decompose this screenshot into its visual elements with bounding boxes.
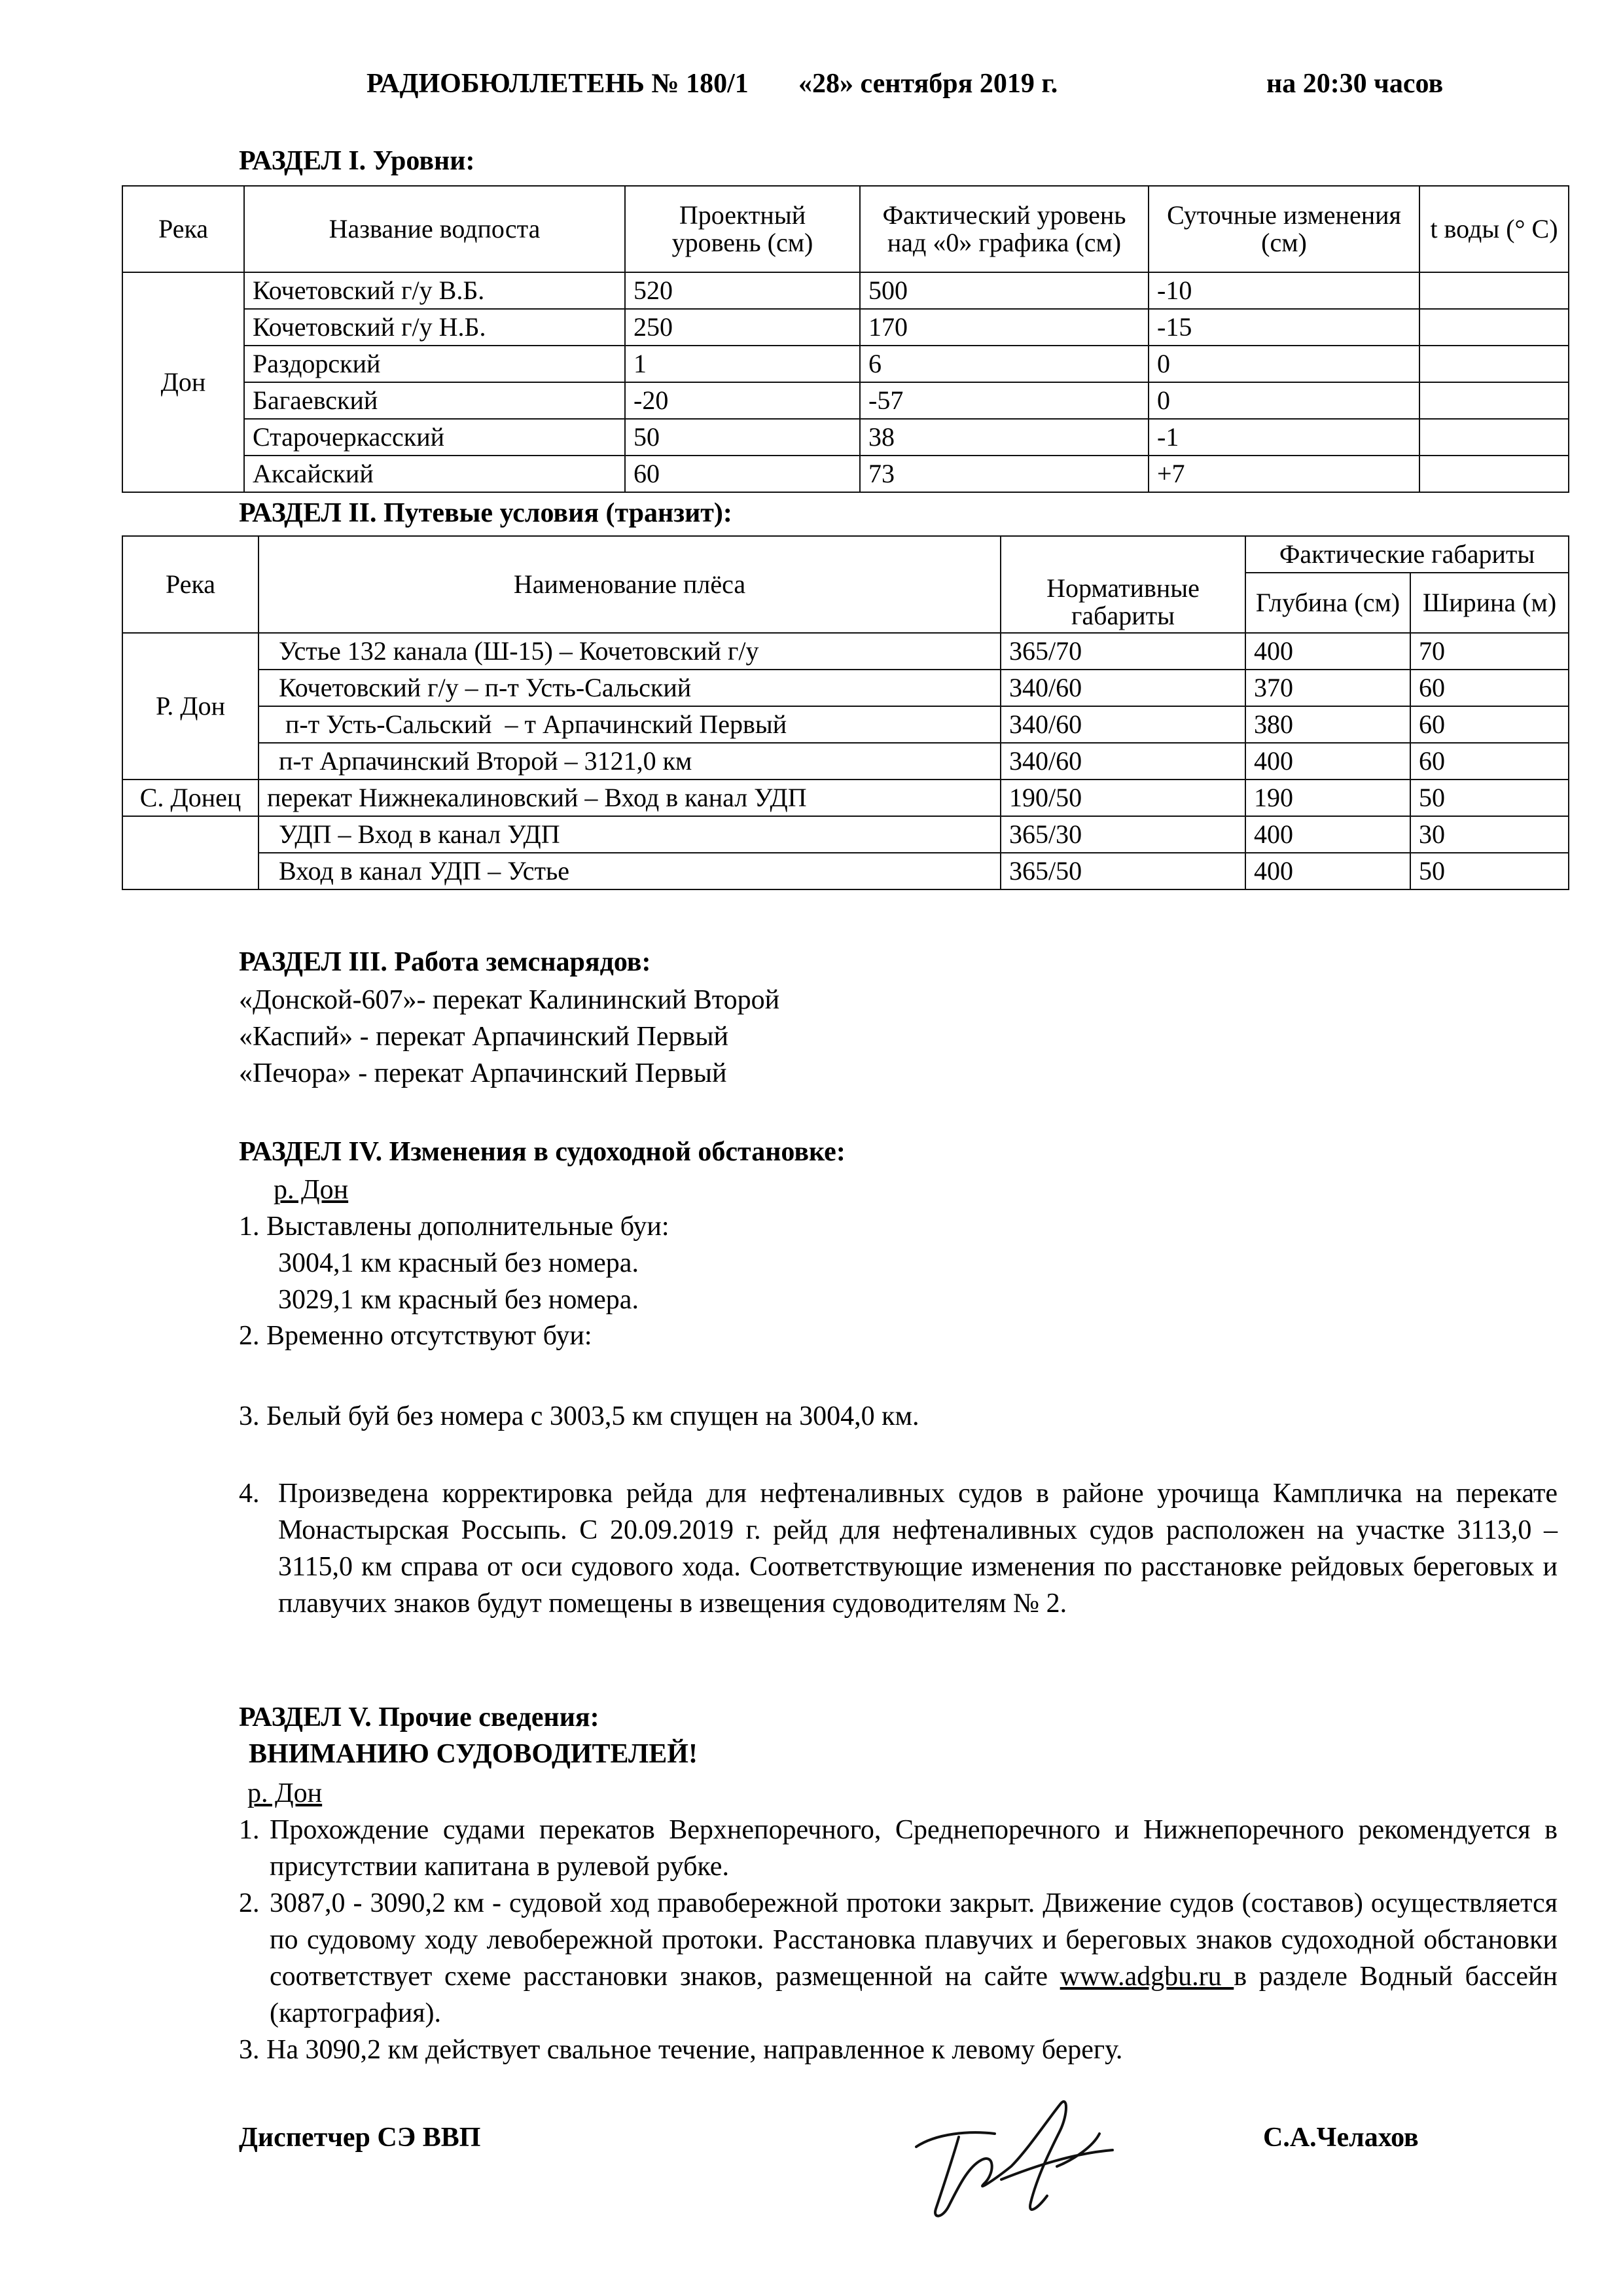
levels-header-row [122,186,1569,272]
col-river: Река [122,536,259,633]
bulletin-title: РАДИОБЮЛЛЕТЕНЬ № 180/1 [366,69,749,99]
design-cell: 60 [625,456,860,492]
normative-cell: 365/30 [1001,816,1245,853]
river-cell: Р. Дон [122,633,259,780]
section5-title: РАЗДЕЛ V. Прочие сведения: [239,1702,599,1732]
section5-river: р. Дон [247,1778,323,1808]
table-row [122,780,1569,816]
table-row [122,816,1569,853]
section4-item3: 3. Белый буй без номера с 3003,5 км спущен на 3004,0 км. [239,1401,919,1431]
width-cell: 70 [1410,633,1569,670]
normative-cell: 365/70 [1001,633,1245,670]
dredger-list [239,982,779,1092]
levels-table [122,185,1569,493]
depth-cell: 400 [1245,633,1410,670]
actual-cell: 73 [860,456,1149,492]
table-row [122,706,1569,743]
signature-image [897,2068,1171,2238]
section2-title: РАЗДЕЛ II. Путевые условия (транзит): [239,498,732,528]
bulletin-date: «28» сентября 2019 г. [798,69,1058,99]
transit-header-row [122,536,1569,573]
normative-cell: 365/50 [1001,853,1245,889]
actual-cell: 170 [860,309,1149,346]
table-row [122,456,1569,492]
section4-river: р. Дон [274,1175,349,1205]
design-cell: -20 [625,382,860,419]
reach-cell: Вход в канал УДП – Устье [259,853,1001,889]
col-actual-group: Фактические габариты [1245,536,1569,573]
table-row [122,309,1569,346]
transit-table [122,535,1569,890]
col-reach-name: Наименование плёса [259,536,1001,633]
section4-title: РАЗДЕЛ IV. Изменения в судоходной обстановке: [239,1137,846,1167]
section4-item4-number: 4. [239,1479,260,1509]
width-cell: 60 [1410,670,1569,706]
depth-cell: 190 [1245,780,1410,816]
change-cell: -15 [1149,309,1419,346]
normative-cell: 340/60 [1001,706,1245,743]
temp-cell [1419,346,1569,382]
width-cell: 50 [1410,780,1569,816]
col-design-level: Проектный уровень (см) [625,186,860,272]
change-cell: -1 [1149,419,1419,456]
post-cell: Старочеркасский [244,419,625,456]
col-river: Река [122,186,244,272]
width-cell: 60 [1410,706,1569,743]
river-cell: Дон [122,272,244,492]
depth-cell: 400 [1245,853,1410,889]
actual-cell: 38 [860,419,1149,456]
design-cell: 520 [625,272,860,309]
section5-item2-number: 2. [239,1888,260,1918]
design-cell: 1 [625,346,860,382]
width-cell: 30 [1410,816,1569,853]
list-item: 3004,1 км красный без номера. [278,1248,639,1278]
attention-heading: ВНИМАНИЮ СУДОВОДИТЕЛЕЙ! [249,1739,698,1769]
change-cell: 0 [1149,382,1419,419]
depth-cell: 370 [1245,670,1410,706]
actual-cell: 6 [860,346,1149,382]
reach-cell: перекат Нижнекалиновский – Вход в канал УДП [259,780,1001,816]
dispatcher-name: С.А.Челахов [1263,2123,1419,2153]
col-actual-level: Фактический уровень над «0» графика (см) [860,186,1149,272]
table-row [122,670,1569,706]
temp-cell [1419,419,1569,456]
normative-cell: 340/60 [1001,670,1245,706]
col-daily-change: Суточные изменения (см) [1149,186,1419,272]
post-cell: Багаевский [244,382,625,419]
col-width: Ширина (м) [1410,573,1569,633]
design-cell: 250 [625,309,860,346]
item2-text-end: в разделе Водный бассейн (картография). [270,1962,1558,2028]
post-cell: Кочетовский г/у Н.Б. [244,309,625,346]
table-row [122,633,1569,670]
list-item: «Каспий» - перекат Арпачинский Первый [239,1022,728,1052]
post-cell: Кочетовский г/у В.Б. [244,272,625,309]
section5-item1-number: 1. [239,1815,260,1845]
temp-cell [1419,309,1569,346]
col-depth: Глубина (см) [1245,573,1410,633]
website-link[interactable]: www.adgbu.ru [1060,1962,1234,1992]
col-water-temp: t воды (° С) [1419,186,1569,272]
list-item: «Печора» - перекат Арпачинский Первый [239,1058,727,1088]
design-cell: 50 [625,419,860,456]
normative-cell: 190/50 [1001,780,1245,816]
table-row [122,346,1569,382]
list-item: «Донской-607»- перекат Калининский Второй [239,985,780,1015]
bulletin-time: на 20:30 часов [1266,69,1444,99]
table-row [122,382,1569,419]
table-row [122,853,1569,889]
section1-title: РАЗДЕЛ I. Уровни: [239,146,475,176]
section5-item2 [270,1885,1558,2032]
reach-cell: Устье 132 канала (Ш-15) – Кочетовский г/у [259,633,1001,670]
list-item: 3029,1 км красный без номера. [278,1285,639,1315]
change-cell: +7 [1149,456,1419,492]
depth-cell: 380 [1245,706,1410,743]
reach-cell: УДП – Вход в канал УДП [259,816,1001,853]
temp-cell [1419,456,1569,492]
reach-cell: п-т Усть-Сальский – т Арпачинский Первый [259,706,1001,743]
width-cell: 60 [1410,743,1569,780]
change-cell: 0 [1149,346,1419,382]
temp-cell [1419,382,1569,419]
post-cell: Аксайский [244,456,625,492]
depth-cell: 400 [1245,743,1410,780]
table-row [122,743,1569,780]
section4-item1: 1. Выставлены дополнительные буи: [239,1211,669,1242]
normative-cell: 340/60 [1001,743,1245,780]
col-post-name: Название водпоста [244,186,625,272]
temp-cell [1419,272,1569,309]
section5-item1: Прохождение судами перекатов Верхнепоречного, Среднепоречного и Нижнепоречного рекомендуется в присутствии капитана в рулевой рубке. [270,1815,1558,1882]
reach-cell: п-т Арпачинский Второй – 3121,0 км [259,743,1001,780]
section3-title: РАЗДЕЛ III. Работа земснарядов: [239,947,651,977]
section5-item3: 3. На 3090,2 км действует свальное течение, направленное к левому берегу. [239,2035,1123,2065]
change-cell: -10 [1149,272,1419,309]
width-cell: 50 [1410,853,1569,889]
section4-item4: Произведена корректировка рейда для нефтеналивных судов в районе урочища Кампличка на перекате Монастырская Россыпь. С 20.09.2019 г. рейд для нефтеналивных судов расположен на участке 3113,0 – 3115,0 км справа от оси судового хода. Соответствующие изменения по расстановке рейдовых береговых и плавучих знаков будут помещены в извещения судоводителям № 2. [278,1479,1558,1619]
section4-item1-sub [278,1245,639,1318]
item2-text: 3087,0 - 3090,2 км - судовой ход правобережной протоки закрыт. Движение судов (составов) осуществляется по судовому ходу левобережной протоки. Расстановка плавучих и береговых знаков судоходной обстановки соответствует схеме расстановки знаков, размещенной на сайте [270,1888,1558,1992]
reach-cell: Кочетовский г/у – п-т Усть-Сальский [259,670,1001,706]
col-normative: Нормативные габариты [1001,536,1245,633]
depth-cell: 400 [1245,816,1410,853]
post-cell: Раздорский [244,346,625,382]
dispatcher-title: Диспетчер СЭ ВВП [239,2123,481,2153]
table-row [122,419,1569,456]
actual-cell: 500 [860,272,1149,309]
table-row [122,272,1569,309]
river-cell: С. Донец [122,780,259,816]
section4-item2: 2. Временно отсутствуют буи: [239,1321,592,1351]
actual-cell: -57 [860,382,1149,419]
